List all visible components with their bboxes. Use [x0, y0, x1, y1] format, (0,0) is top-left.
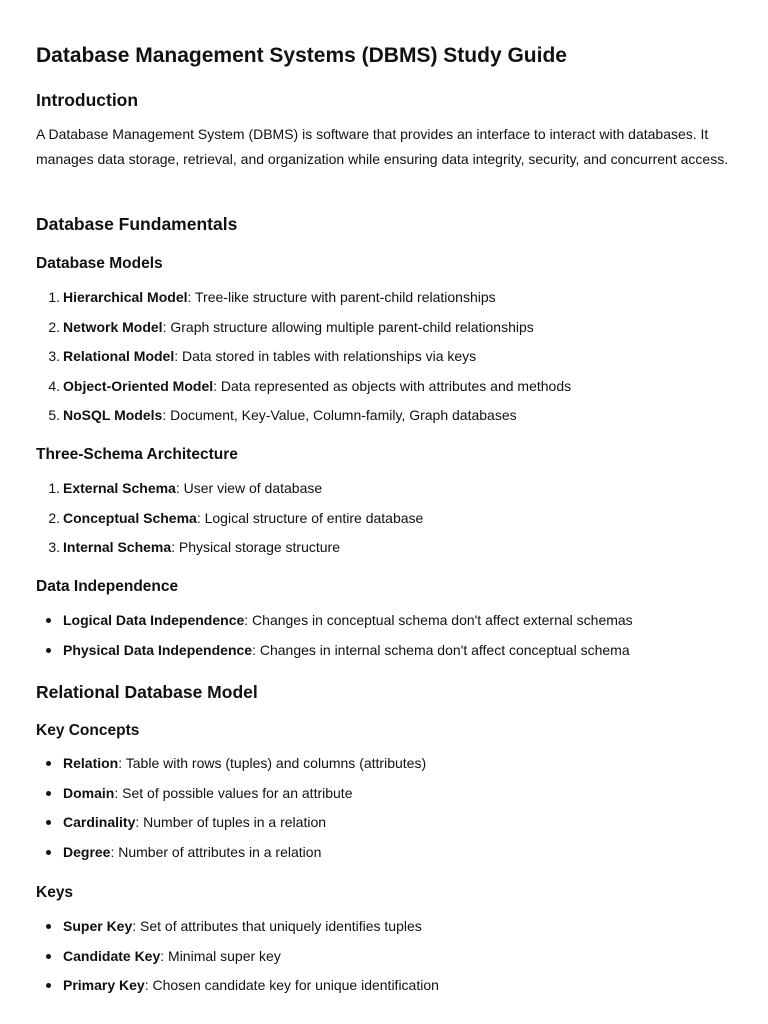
heading-keys: Keys	[36, 884, 74, 901]
bullet-icon	[46, 761, 51, 766]
term: Internal Schema	[63, 539, 172, 555]
list-number: 2.	[48, 509, 60, 526]
keys-list	[36, 916, 439, 1005]
description: : Minimal super key	[160, 947, 281, 964]
heading-relational-database-model: Relational Database Model	[36, 682, 258, 702]
list-number: 1.	[48, 289, 60, 305]
term: Network Model	[63, 318, 163, 335]
description: : Chosen candidate key for unique identification	[144, 977, 439, 993]
term: Object-Oriented Model	[63, 377, 214, 394]
data-independence-list	[36, 610, 633, 669]
description: : Changes in internal schema don't affect conceptual schema	[252, 641, 630, 658]
description: : Set of possible values for an attribute	[114, 784, 353, 801]
term: NoSQL Models	[63, 407, 163, 423]
list-item	[36, 812, 426, 842]
description: : Number of tuples in a relation	[135, 814, 327, 830]
list-number: 3.	[48, 348, 60, 364]
description: : Data stored in tables with relationships via keys	[174, 348, 477, 364]
bullet-icon	[46, 618, 51, 623]
bullet-icon	[46, 983, 51, 988]
description: : Physical storage structure	[171, 539, 341, 555]
description: : Data represented as objects with attributes and methods	[213, 377, 572, 394]
list-item	[36, 376, 571, 406]
introduction-paragraph: A Database Management System (DBMS) is software that provides an interface to interact with databases. It manages data storage, retrieval, and organization while ensuring data integrity, security, and concurrent access.	[36, 126, 729, 167]
description: : Document, Key-Value, Column-family, Graph databases	[162, 407, 517, 423]
database-models-list	[36, 287, 571, 435]
description: : Tree-like structure with parent-child relationships	[187, 289, 496, 305]
term: Physical Data Independence	[63, 641, 253, 658]
term: Relation	[63, 755, 119, 771]
heading-database-models: Database Models	[36, 255, 163, 272]
term: Conceptual Schema	[63, 509, 197, 526]
list-item	[36, 610, 633, 640]
term: Cardinality	[63, 814, 136, 830]
description: : User view of database	[175, 480, 323, 496]
term: Hierarchical Model	[63, 289, 188, 305]
list-item	[36, 478, 423, 508]
description: : Number of attributes in a relation	[110, 843, 322, 860]
term: Degree	[63, 843, 111, 860]
term: Candidate Key	[63, 947, 161, 964]
term: Primary Key	[63, 977, 145, 993]
list-item	[36, 508, 423, 538]
list-number: 5.	[48, 407, 60, 423]
list-number: 1.	[48, 480, 60, 496]
term: Super Key	[63, 918, 133, 934]
term: External Schema	[63, 480, 176, 496]
list-item	[36, 753, 426, 783]
list-item	[36, 346, 571, 376]
list-item	[36, 946, 439, 976]
list-number: 3.	[48, 539, 60, 555]
heading-three-schema-architecture: Three-Schema Architecture	[36, 446, 238, 463]
list-item	[36, 287, 571, 317]
term: Logical Data Independence	[63, 612, 245, 628]
heading-database-fundamentals: Database Fundamentals	[36, 214, 238, 234]
list-number: 4.	[48, 377, 60, 394]
list-item	[36, 405, 571, 435]
list-item	[36, 916, 439, 946]
heading-key-concepts: Key Concepts	[36, 722, 140, 739]
description: : Set of attributes that uniquely identifies tuples	[132, 918, 422, 934]
list-item	[36, 842, 426, 872]
description: : Logical structure of entire database	[196, 509, 424, 526]
term: Domain	[63, 784, 115, 801]
key-concepts-list	[36, 753, 426, 871]
heading-introduction: Introduction	[36, 90, 139, 110]
list-number: 2.	[48, 318, 60, 335]
list-item	[36, 783, 426, 813]
bullet-icon	[46, 820, 51, 825]
list-item	[36, 640, 633, 670]
bullet-icon	[46, 850, 51, 855]
description: : Changes in conceptual schema don't affect external schemas	[244, 612, 633, 628]
term: Relational Model	[63, 348, 175, 364]
bullet-icon	[46, 791, 51, 796]
bullet-icon	[46, 648, 51, 653]
description: : Graph structure allowing multiple parent-child relationships	[162, 318, 534, 335]
bullet-icon	[46, 924, 51, 929]
page-title: Database Management Systems (DBMS) Study Guide	[36, 44, 567, 67]
bullet-icon	[46, 954, 51, 959]
three-schema-list	[36, 478, 423, 567]
list-item	[36, 975, 439, 1005]
list-item	[36, 537, 423, 567]
heading-data-independence: Data Independence	[36, 578, 179, 595]
description: : Table with rows (tuples) and columns (attributes)	[118, 755, 427, 771]
list-item	[36, 317, 571, 347]
